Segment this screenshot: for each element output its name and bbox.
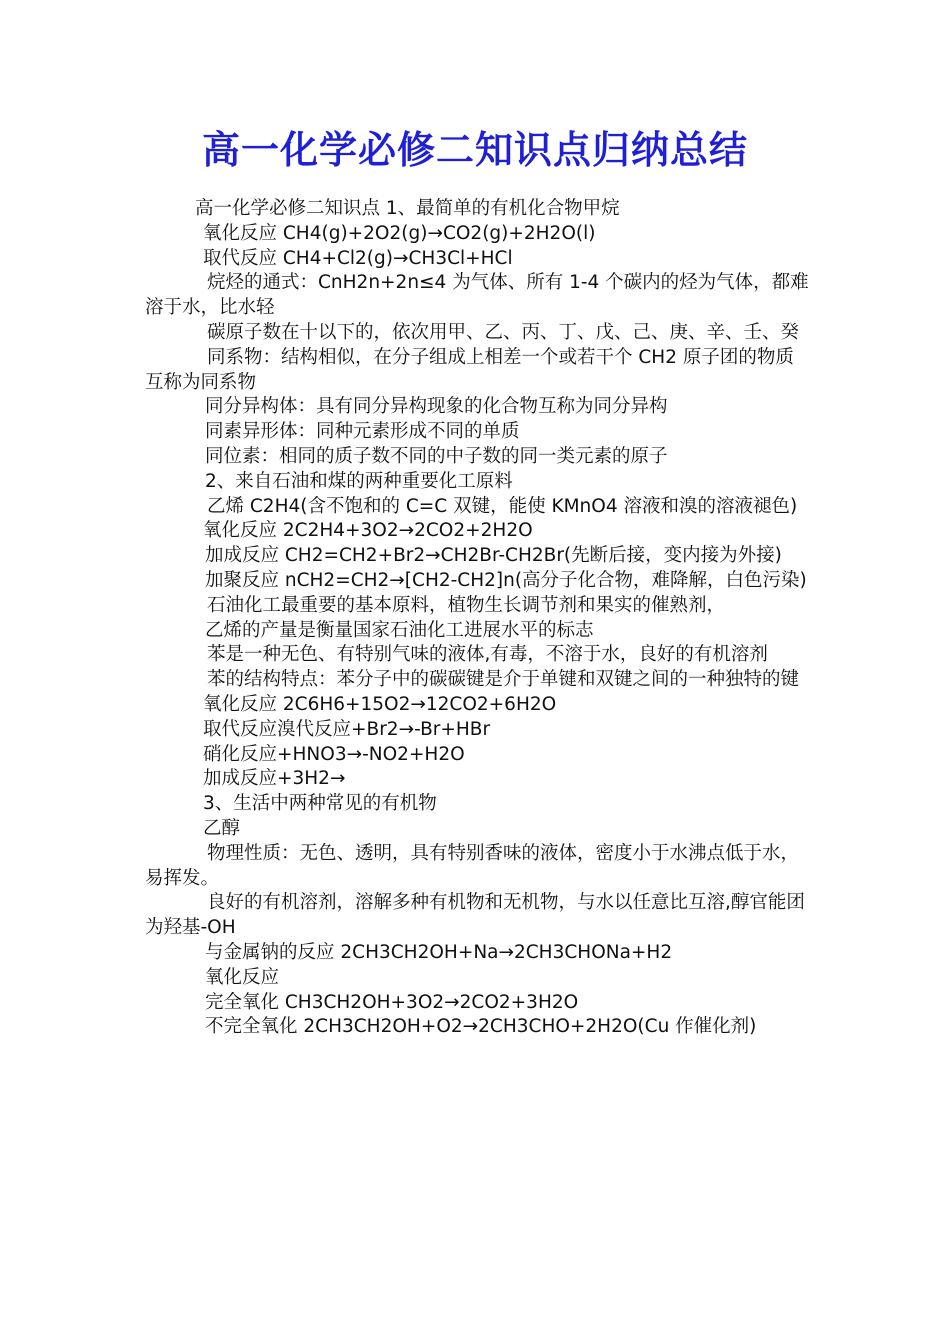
- paragraph: 氧化反应 CH4(g)+2O2(g)→CO2(g)+2H2O(l): [203, 222, 596, 244]
- paragraph: 碳原子数在十以下的，依次用甲、乙、丙、丁、戊、己、庚、辛、壬、癸: [207, 321, 800, 343]
- paragraph: 氧化反应 2C6H6+15O2→12CO2+6H2O: [203, 693, 557, 715]
- paragraph: 取代反应溴代反应+Br2→-Br+HBr: [203, 718, 491, 740]
- paragraph: 氧化反应: [205, 966, 280, 988]
- paragraph: 同系物：结构相似，在分子组成上相差一个或若干个 CH2 原子团的物质互称为同系物: [145, 346, 794, 393]
- paragraph: 物理性质：无色、透明，具有特别香味的液体，密度小于水沸点低于水，易挥发。: [145, 842, 800, 889]
- paragraph: 完全氧化 CH3CH2OH+3O2→2CO2+3H2O: [205, 991, 579, 1013]
- document-title: 高一化学必修二知识点归纳总结: [201, 127, 748, 172]
- paragraph: 苯是一种无色、有特别气味的液体,有毒，不溶于水，良好的有机溶剂: [207, 644, 768, 666]
- paragraph: 与金属钠的反应 2CH3CH2OH+Na→2CH3CHONa+H2: [205, 941, 673, 963]
- paragraph: 乙烯 C2H4(含不饱和的 C=C 双键，能使 KMnO4 溶液和溴的溶液褪色): [207, 495, 798, 517]
- paragraph: 同分异构体：具有同分异构现象的化合物互称为同分异构: [205, 396, 668, 418]
- paragraph: 良好的有机溶剂，溶解多种有机物和无机物，与水以任意比互溶,醇官能团为羟基-OH: [145, 892, 805, 939]
- paragraph: 不完全氧化 2CH3CH2OH+O2→2CH3CHO+2H2O(Cu 作催化剂): [205, 1016, 757, 1038]
- paragraph: 烷烃的通式：CnH2n+2n≤4 为气体、所有 1-4 个碳内的烃为气体，都难溶于水，比水轻: [145, 272, 809, 319]
- paragraph: 乙烯的产量是衡量国家石油化工进展水平的标志: [205, 619, 594, 641]
- paragraph: 加成反应+3H2→: [203, 768, 346, 790]
- paragraph: 苯的结构特点：苯分子中的碳碳键是介于单键和双键之间的一种独特的键: [207, 669, 800, 691]
- paragraph: 2、来自石油和煤的两种重要化工原料: [205, 470, 513, 492]
- paragraph: 加成反应 CH2=CH2+Br2→CH2Br-CH2Br(先断后接，变内接为外接): [205, 545, 782, 567]
- paragraph: 取代反应 CH4+Cl2(g)→CH3Cl+HCl: [203, 247, 513, 269]
- document-body: [145, 197, 810, 1040]
- paragraph: 同位素：相同的质子数不同的中子数的同一类元素的原子: [205, 445, 668, 467]
- paragraph: 高一化学必修二知识点 1、最简单的有机化合物甲烷: [195, 198, 620, 219]
- paragraph: 石油化工最重要的基本原料，植物生长调节剂和果实的催熟剂，: [207, 594, 726, 616]
- paragraph: 乙醇: [203, 817, 241, 839]
- paragraph: 加聚反应 nCH2=CH2→[CH2-CH2]n(高分子化合物，难降解，白色污染): [205, 569, 807, 591]
- paragraph: 同素异形体：同种元素形成不同的单质: [205, 421, 520, 443]
- paragraph: 硝化反应+HNO3→-NO2+H2O: [203, 743, 465, 765]
- paragraph: 氧化反应 2C2H4+3O2→2CO2+2H2O: [203, 520, 533, 542]
- paragraph: 3、生活中两种常见的有机物: [203, 793, 437, 815]
